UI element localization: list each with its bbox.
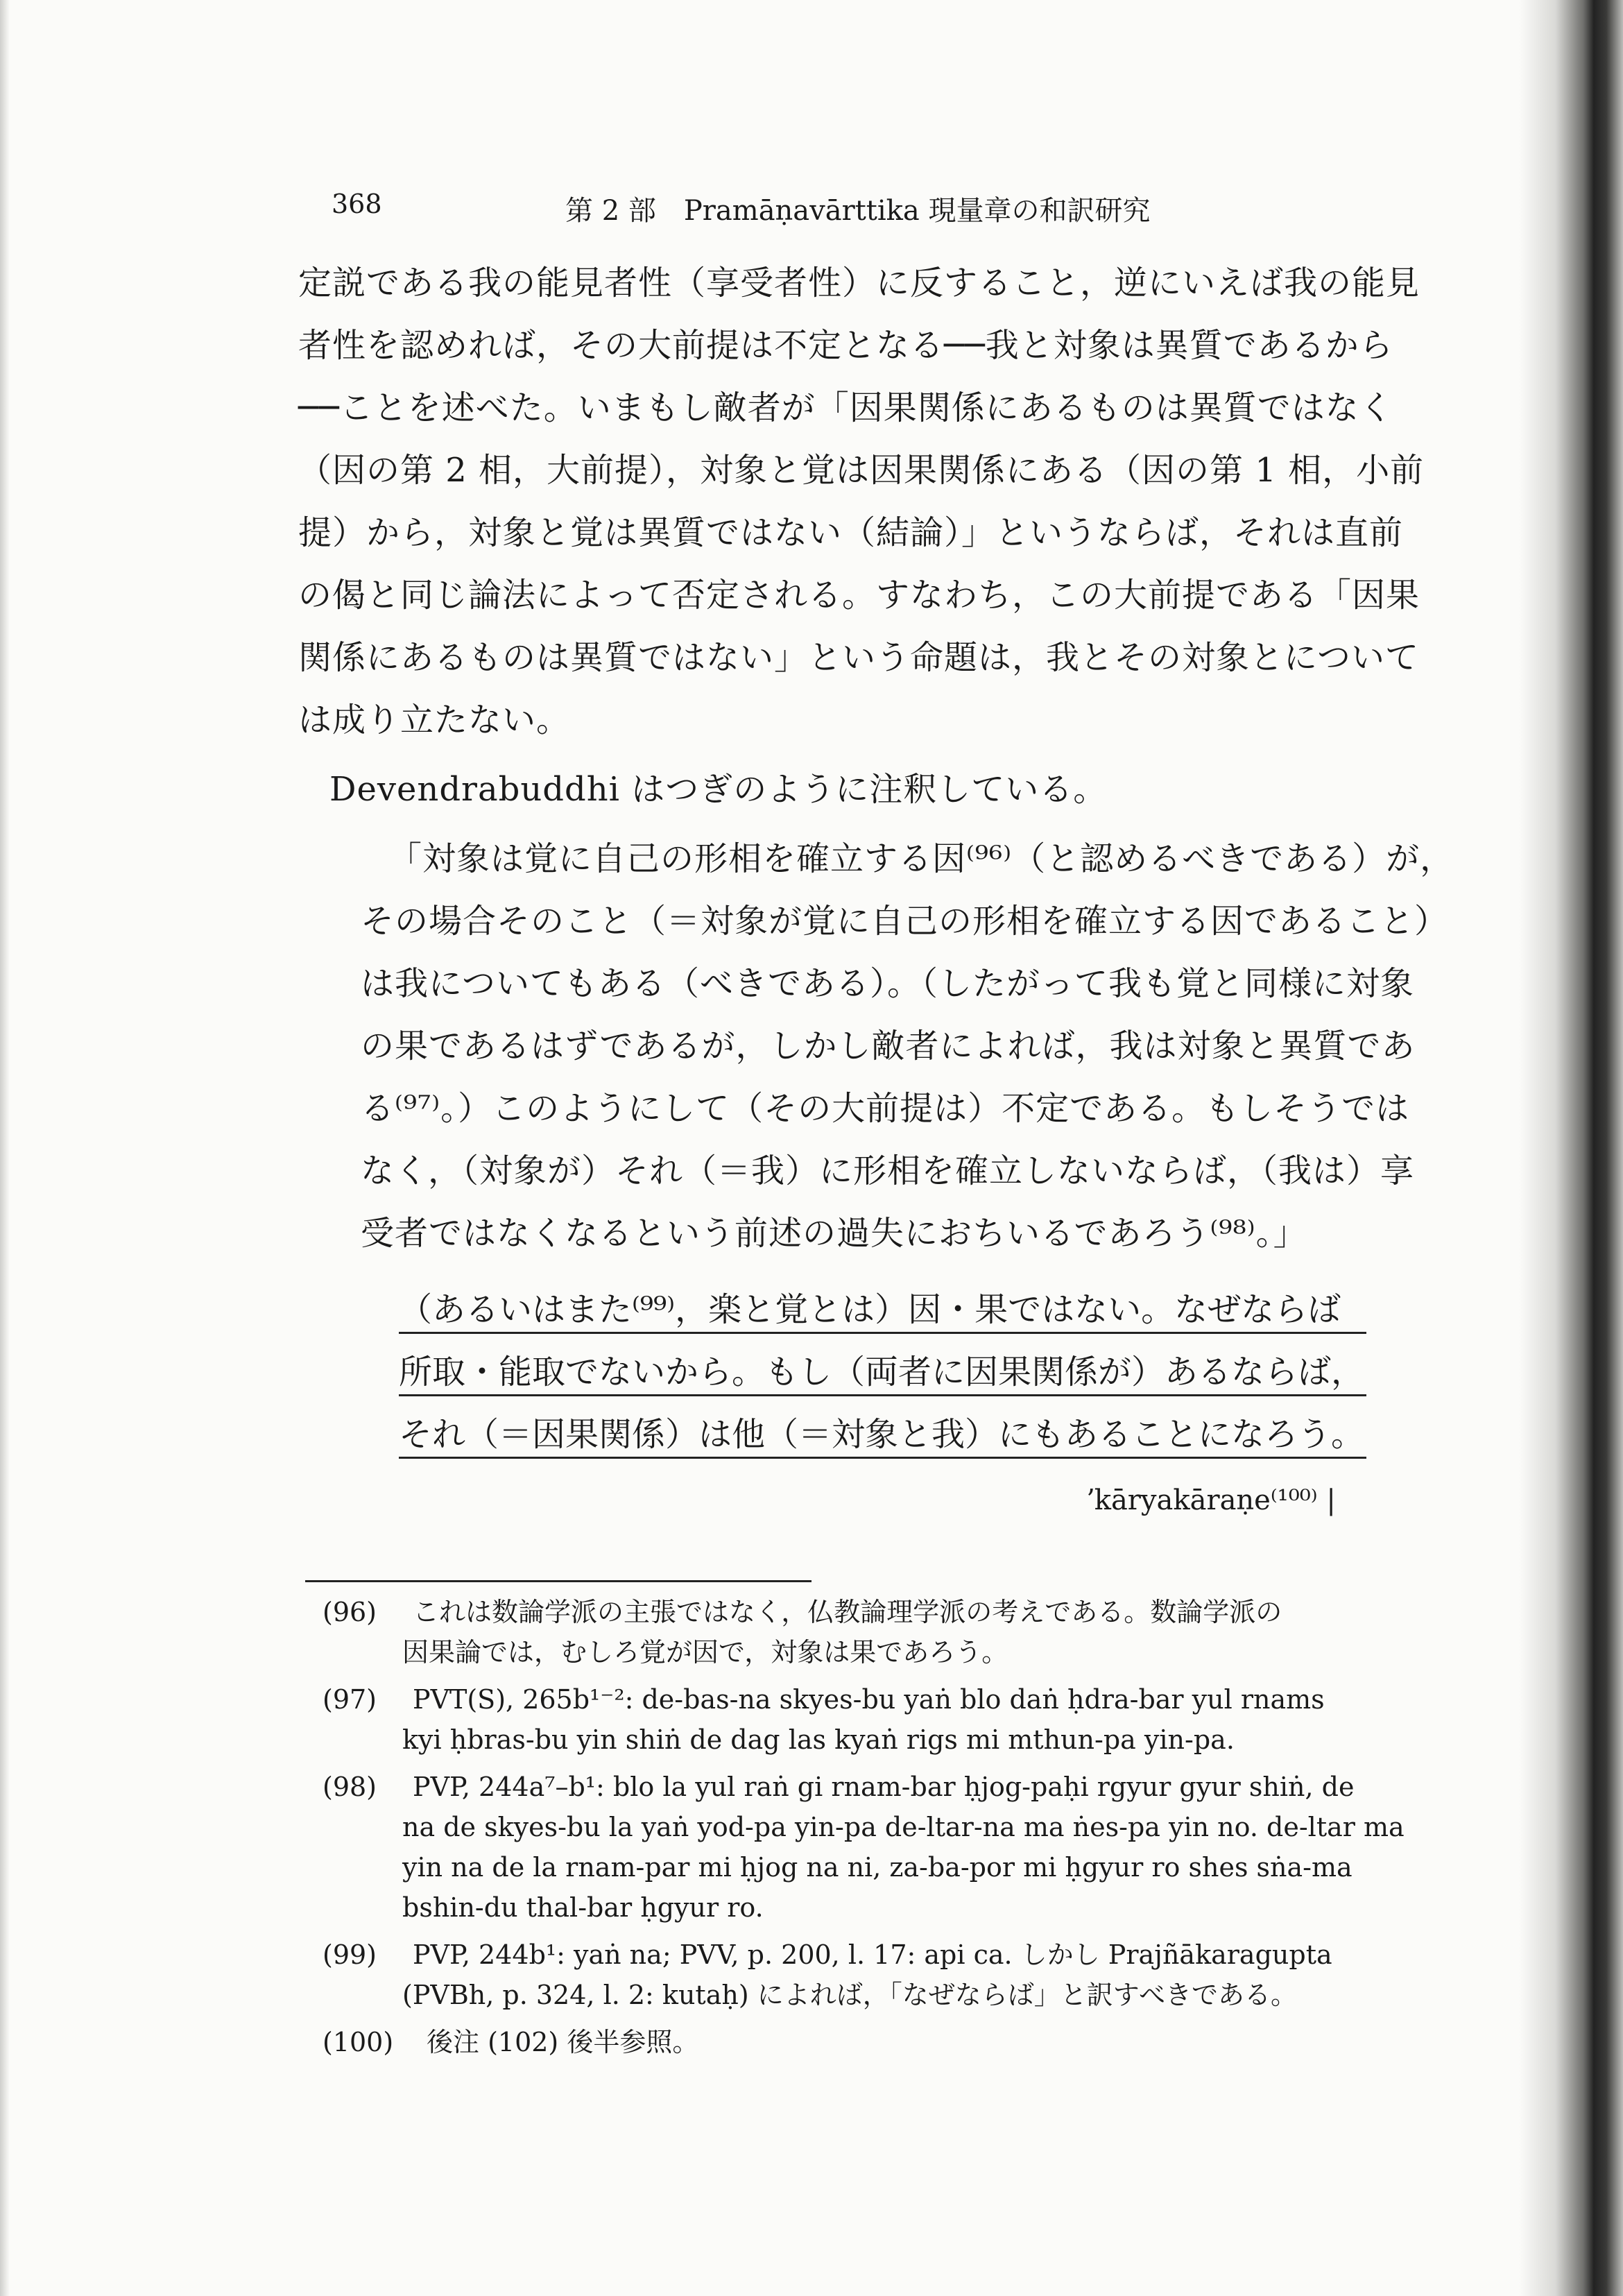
- footnote-96: [323, 1595, 1439, 1629]
- footnote-number: (98): [323, 1772, 377, 1802]
- body-line: の偈と同じ論法によって否定される。すなわち，この大前提である「因果: [298, 576, 1420, 615]
- quote-line: る⁽⁹⁷⁾。）このようにして（その大前提は）不定である。もしそうでは: [361, 1089, 1410, 1128]
- footnote-text: PVT(S), 265b¹⁻²: de-bas-na skyes-bu yaṅ blo daṅ ḥdra-bar yul rnams: [413, 1684, 1325, 1715]
- footnote-divider: [305, 1580, 812, 1582]
- footnote-100: [323, 2025, 1439, 2059]
- footnote-text: (PVBh, p. 324, l. 2: kutaḥ) によれば，「なぜならば」と訳すべきである。: [402, 1980, 1297, 2010]
- footnote-text: PVP, 244b¹: yaṅ na; PVV, p. 200, l. 17: api ca. しかし Prajñākaragupta: [413, 1939, 1332, 1970]
- footnote-98: [323, 1770, 1439, 1804]
- verse-reference: ʼkāryakāraṇe⁽¹⁰⁰⁾ |: [1085, 1484, 1336, 1516]
- footnote-text: kyi ḥbras-bu yin shiṅ de dag las kyaṅ rigs mi mthun-pa yin-pa.: [402, 1724, 1235, 1755]
- quote-line: の果であるはずであるが，しかし敵者によれば，我は対象と異質であ: [361, 1027, 1416, 1065]
- quote-line: は我についてもある（べきである）。（したがって我も覚と同様に対象: [361, 964, 1415, 1003]
- page-left-edge: [0, 0, 10, 2296]
- footnote-97: [323, 1683, 1439, 1716]
- running-header: 第 2 部 Pramāṇavārttika 現量章の和訳研究: [565, 195, 1151, 227]
- body-line: 提）から，対象と覚は異質ではない（結論）」というならば，それは直前: [298, 513, 1404, 552]
- body-line: 定説である我の能見者性（享受者性）に反すること，逆にいえば我の能見: [298, 264, 1420, 302]
- verse-line: それ（＝因果関係）は他（＝対象と我）にもあることになろう。: [399, 1414, 1366, 1459]
- quote-line: なく，（対象が）それ（＝我）に形相を確立しないならば，（我は）享: [361, 1151, 1415, 1190]
- quote-line: 受者ではなくなるという前述の過失におちいるであろう⁽⁹⁸⁾。」: [361, 1214, 1307, 1253]
- footnote-text: bshin-du thal-bar ḥgyur ro.: [402, 1892, 764, 1923]
- footnote-text: na de skyes-bu la yaṅ yod-pa yin-pa de-ltar-na ma ṅes-pa yin no. de-ltar ma: [402, 1812, 1405, 1842]
- body-line: 者性を認めれば，その大前提は不定となる──我と対象は異質であるから: [298, 326, 1393, 365]
- body-line: は成り立たない。: [298, 701, 571, 739]
- page-number: 368: [332, 189, 382, 219]
- footnote-text: 因果論では，むしろ覚が因で，対象は果であろう。: [402, 1637, 1008, 1668]
- body-line: ──ことを述べた。いまもし敵者が「因果関係にあるものは異質ではなく: [298, 388, 1393, 427]
- footnote-text: これは数論学派の主張ではなく，仏教論理学派の考えである。数論学派の: [413, 1597, 1282, 1627]
- footnote-number: (99): [323, 1939, 377, 1970]
- footnote-number: (100): [323, 2027, 394, 2057]
- verse-line: 所取・能取でないから。もし（両者に因果関係が）あるならば，: [399, 1351, 1366, 1396]
- footnote-number: (97): [323, 1684, 377, 1715]
- footnote-99: [323, 1938, 1439, 1971]
- quote-line: 「対象は覚に自己の形相を確立する因⁽⁹⁶⁾（と認めるべきである）が，: [388, 839, 1454, 878]
- intro-line: Devendrabuddhi はつぎのように注釈している。: [329, 770, 1108, 809]
- footnote-text: 後注 (102) 後半参照。: [427, 2027, 699, 2057]
- footnote-text: yin na de la rnam-par mi ḥjog na ni, za-ba-por mi ḥgyur ro shes sṅa-ma: [402, 1852, 1352, 1883]
- body-line: 関係にあるものは異質ではない」という命題は，我とその対象とについて: [298, 638, 1420, 677]
- quote-line: その場合そのこと（＝対象が覚に自己の形相を確立する因であること）: [361, 902, 1449, 941]
- body-line: （因の第 2 相，大前提），対象と覚は因果関係にある（因の第 1 相，小前: [298, 451, 1425, 490]
- footnote-text: PVP, 244a⁷–b¹: blo la yul raṅ gi rnam-bar ḥjog-paḥi rgyur gyur shiṅ, de: [413, 1772, 1355, 1802]
- verse-line: （あるいはまた⁽⁹⁹⁾，楽と覚とは）因・果ではない。なぜならば: [399, 1289, 1366, 1334]
- book-spine-shadow: [1519, 0, 1623, 2296]
- footnote-number: (96): [323, 1597, 377, 1627]
